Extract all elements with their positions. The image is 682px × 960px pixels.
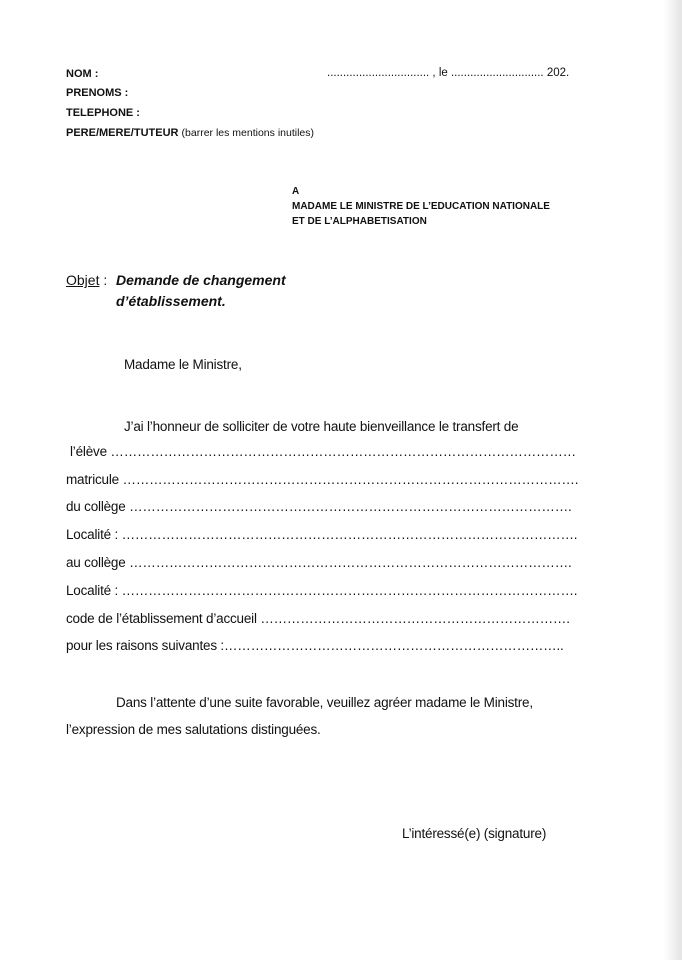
recipient-line-2: ET DE L’ALPHABETISATION bbox=[292, 216, 427, 227]
field-code-etablissement: code de l’établissement d’accueil ……………………………………………………………. bbox=[66, 611, 570, 626]
telephone-label: TELEPHONE : bbox=[66, 107, 140, 119]
nom-label: NOM : bbox=[66, 68, 99, 80]
closing-line-1: Dans l’attente d’une suite favorable, veuillez agréer madame le Ministre, bbox=[116, 695, 533, 710]
page-edge-shadow bbox=[664, 0, 682, 960]
salutation: Madame le Ministre, bbox=[124, 357, 242, 372]
closing-line-2: l’expression de mes salutations distinguées. bbox=[66, 722, 321, 737]
field-matricule: matricule …………………………………………………………………………………………. bbox=[66, 472, 579, 487]
recipient-prefix: A bbox=[292, 186, 300, 197]
objet-line bbox=[66, 272, 107, 288]
parent-label: PERE/MERE/TUTEUR bbox=[66, 127, 179, 139]
field-eleve: l’élève …………………………………………………………………………………………… bbox=[70, 444, 576, 459]
signature-label: L’intéressé(e) (signature) bbox=[402, 826, 547, 841]
intro-text: J’ai l’honneur de solliciter de votre haute bienveillance le transfert de bbox=[124, 419, 519, 434]
objet-label: Objet bbox=[66, 272, 100, 288]
objet-subject-2: d’établissement. bbox=[116, 293, 226, 309]
field-raisons: pour les raisons suivantes :………………………………………………………………….. bbox=[66, 638, 564, 653]
parent-note: (barrer les mentions inutiles) bbox=[181, 127, 314, 139]
field-localite-origine: Localité : …………………………………………………………………………………………. bbox=[66, 527, 578, 542]
field-college-accueil: au collège ………………………………………………………………………………………. bbox=[66, 555, 572, 570]
parent-line bbox=[66, 127, 314, 139]
objet-colon: : bbox=[99, 272, 108, 288]
prenoms-label: PRENOMS : bbox=[66, 87, 129, 99]
objet-subject-1: Demande de changement bbox=[116, 272, 286, 288]
recipient-line-1: MADAME LE MINISTRE DE L’EDUCATION NATIONALE bbox=[292, 201, 550, 212]
field-college-origine: du collège ………………………………………………………………………………………. bbox=[66, 499, 572, 514]
date-line: ................................ , le ............................. 202. bbox=[327, 67, 570, 79]
field-localite-accueil: Localité : …………………………………………………………………………………………. bbox=[66, 583, 578, 598]
